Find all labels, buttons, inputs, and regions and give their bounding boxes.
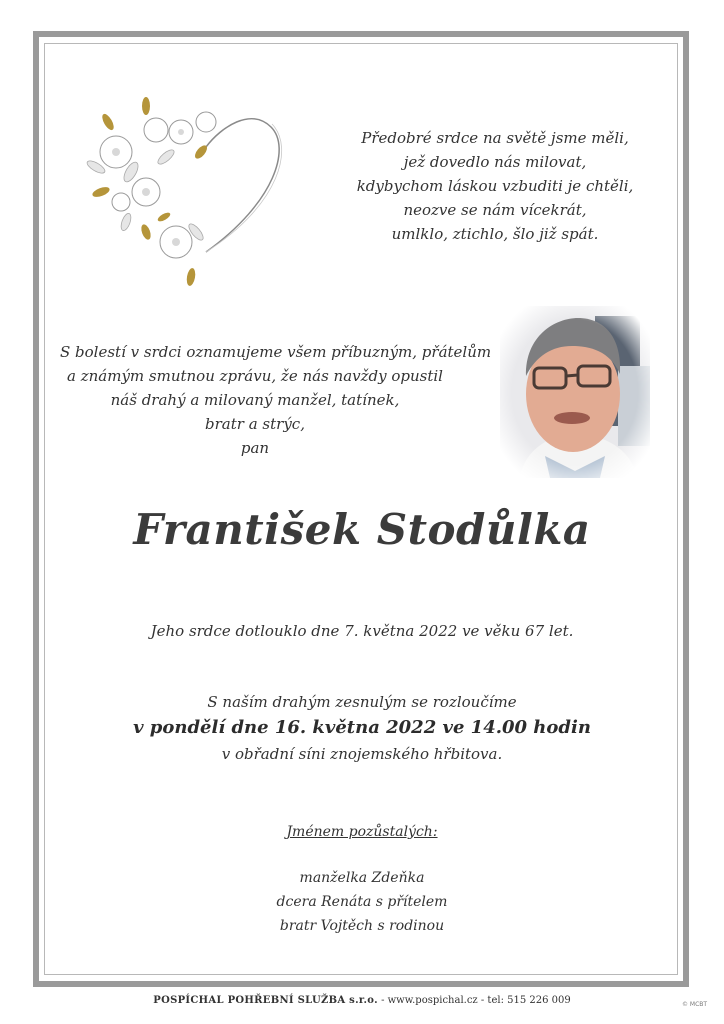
funeral-intro: S naším drahým zesnulým se rozloučíme: [207, 693, 517, 711]
heart-flower-ornament: [86, 92, 286, 297]
mourner: dcera Renáta s přítelem: [276, 894, 448, 910]
funeral-date: v pondělí dne 16. května 2022 ve 14.00 hodin: [133, 717, 591, 738]
announcement-line: S bolestí v srdci oznamujeme všem příbuzným, přátelům: [60, 343, 492, 361]
deceased-name: František Stodůlka: [133, 505, 591, 554]
behalf-label: Jménem pozůstalých:: [286, 824, 438, 840]
announcement-line: náš drahý a milovaný manžel, tatínek,: [110, 391, 400, 409]
mourner: bratr Vojtěch s rodinou: [279, 918, 445, 934]
footer: [80, 995, 644, 1006]
announcement-line: a známým smutnou zprávu, že nás navždy opustil: [67, 367, 443, 385]
poem-line: jež dovedlo nás milovat,: [403, 153, 587, 171]
watermark-mark: © MCBT: [682, 1001, 708, 1008]
poem-line: neozve se nám vícekrát,: [403, 201, 587, 219]
poem: [340, 126, 650, 246]
announcement-line: pan: [240, 439, 270, 457]
funeral-place: v obřadní síni znojemského hřbitova.: [221, 745, 503, 763]
death-notice: Jeho srdce dotlouklo dne 7. května 2022 ve věku 67 let.: [150, 622, 574, 640]
funeral-info: [100, 690, 624, 766]
mourner: manželka Zdeňka: [299, 870, 425, 886]
footer-contact: - www.pospichal.cz - tel: 515 226 009: [377, 995, 571, 1006]
poem-line: Předobré srdce na světě jsme měli,: [361, 129, 629, 147]
behalf-heading: [200, 824, 524, 840]
announcement-text: [60, 340, 492, 460]
deceased-portrait-photo: [500, 306, 650, 478]
footer-company: POSPÍCHAL POHŘEBNÍ SLUŽBA s.r.o.: [153, 995, 378, 1006]
announcement-line: bratr a strýc,: [205, 415, 305, 433]
mourners-list: [200, 866, 524, 938]
poem-line: umlklo, ztichlo, šlo již spát.: [391, 225, 599, 243]
poem-line: kdybychom láskou vzbuditi je chtěli,: [356, 177, 634, 195]
